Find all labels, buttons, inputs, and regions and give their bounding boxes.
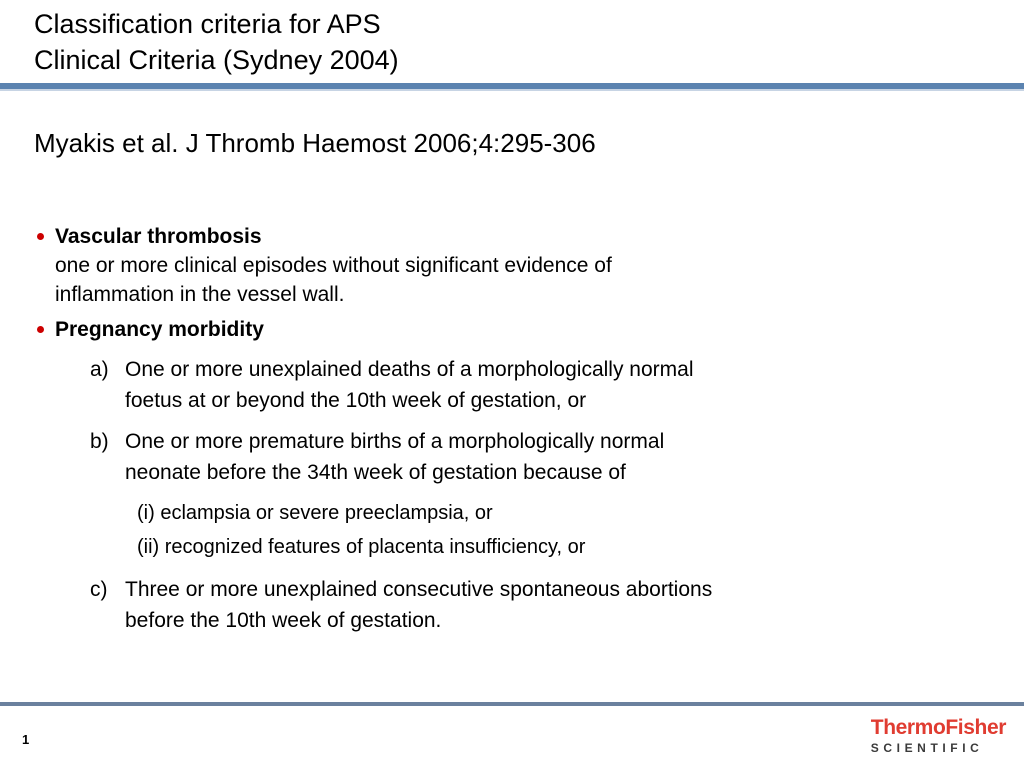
list-text-line: One or more unexplained deaths of a morphologically normal: [125, 358, 694, 381]
logo-wordmark: ThermoFisher: [870, 716, 1006, 739]
roman-item-ii: (ii) recognized features of placenta insufficiency, or: [137, 536, 586, 558]
list-text-line: before the 10th week of gestation.: [125, 609, 442, 632]
bullet-heading-vascular-thrombosis: Vascular thrombosis: [55, 225, 262, 248]
page-number: 1: [22, 732, 30, 747]
list-text-line: Three or more unexplained consecutive spontaneous abortions: [125, 578, 713, 601]
logo-tagline: SCIENTIFIC: [870, 741, 984, 755]
thermo-fisher-logo: [871, 716, 1006, 756]
bullet-body-vascular-thrombosis: [0, 251, 1024, 309]
roman-sub-list: [0, 496, 1024, 564]
list-text-a: [125, 354, 1024, 416]
footer-divider: [0, 702, 1024, 706]
list-item-a: [0, 354, 1024, 416]
title-line-1: Classification criteria for APS: [34, 9, 381, 39]
list-item-c: [0, 574, 1024, 636]
roman-item-i: (i) eclampsia or severe preeclampsia, or: [137, 502, 493, 524]
bullet-item-pregnancy-morbidity: [0, 315, 1024, 344]
slide-body: [0, 222, 1024, 636]
bullet-heading-pregnancy-morbidity: Pregnancy morbidity: [55, 318, 264, 341]
list-text-line: One or more premature births of a morphologically normal: [125, 430, 665, 453]
list-text-c: [125, 574, 1024, 636]
list-text-line: neonate before the 34th week of gestation because of: [125, 461, 626, 484]
bullet-dot-icon: [37, 233, 44, 240]
list-text-line: foetus at or beyond the 10th week of gestation, or: [125, 389, 587, 412]
list-marker-a: a): [90, 358, 109, 381]
list-marker-c: c): [90, 578, 108, 601]
list-item-b: [0, 426, 1024, 488]
bullet-item-vascular-thrombosis: [0, 222, 1024, 251]
page-title: [34, 6, 974, 78]
bullet-body-line: one or more clinical episodes without significant evidence of: [55, 254, 612, 277]
bullet-body-line: inflammation in the vessel wall.: [55, 283, 345, 306]
bullet-dot-icon: [37, 326, 44, 333]
citation-text: Myakis et al. J Thromb Haemost 2006;4:295-306: [34, 128, 596, 158]
title-line-2: Clinical Criteria (Sydney 2004): [34, 45, 399, 75]
header-divider-accent: [0, 89, 1024, 91]
list-text-b: [125, 426, 1024, 488]
list-marker-b: b): [90, 430, 109, 453]
